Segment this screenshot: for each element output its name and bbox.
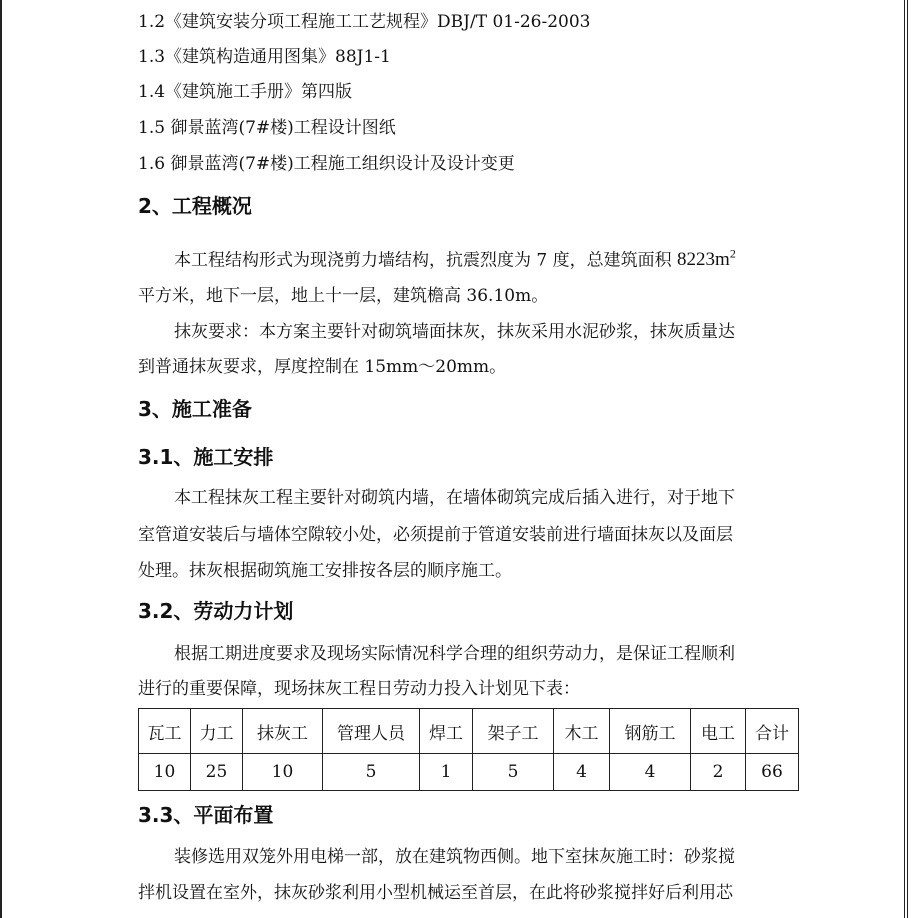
table-cell: 5 [323, 754, 420, 791]
section-3-1-title: 3.1、施工安排 [138, 445, 274, 469]
table-cell: 25 [191, 754, 243, 791]
sec31-line-1: 本工程抹灰工程主要针对砌筑内墙，在墙体砌筑完成后插入进行，对于地下 [174, 488, 735, 508]
table-header-cell: 架子工 [473, 709, 554, 754]
table-header-cell: 焊工 [420, 709, 473, 754]
page-border-left [0, 0, 2, 918]
table-cell: 5 [473, 754, 554, 791]
sec2-paragraph-2-line-2: 到普通抹灰要求，厚度控制在 15mm～20mm。 [138, 357, 507, 377]
table-header-cell: 木工 [554, 709, 610, 754]
section-3-3-title: 3.3、平面布置 [138, 803, 274, 827]
sec33-line-2: 拌机设置在室外，抹灰砂浆利用小型机械运至首层，在此将砂浆搅拌好后利用芯 [138, 883, 733, 903]
sec33-line-1: 装修选用双笼外用电梯一部，放在建筑物西侧。地下室抹灰施工时：砂浆搅 [174, 847, 735, 867]
sec31-line-2: 室管道安装后与墙体空隙较小处，必须提前于管道安装前进行墙面抹灰以及面层 [138, 525, 733, 545]
ref-1-6: 1.6 御景蓝湾(7#楼)工程施工组织设计及设计变更 [138, 154, 515, 174]
table-header-cell: 抹灰工 [243, 709, 323, 754]
sec2-paragraph-1-line-1: 本工程结构形式为现浇剪力墙结构，抗震烈度为 7 度，总建筑面积 $8223m^2$ [174, 247, 736, 271]
labor-plan-table [138, 708, 799, 791]
table-header-cell: 瓦工 [139, 709, 191, 754]
table-header-cell: 合计 [746, 709, 799, 754]
table-row [139, 754, 799, 791]
sec2-paragraph-1-line-2: 平方米，地下一层，地上十一层，建筑檐高 36.10m。 [138, 286, 549, 306]
table-cell: 4 [554, 754, 610, 791]
table-cell: 1 [420, 754, 473, 791]
sec31-line-3: 处理。抹灰根据砌筑施工安排按各层的顺序施工。 [138, 561, 512, 581]
total-area: $8223m^2$ [677, 247, 736, 271]
section-2-title: 2、工程概况 [138, 194, 252, 218]
sec32-line-2: 进行的重要保障，现场抹灰工程日劳动力投入计划见下表： [138, 679, 580, 699]
ref-1-4: 1.4《建筑施工手册》第四版 [138, 82, 353, 102]
ref-1-5: 1.5 御景蓝湾(7#楼)工程设计图纸 [138, 118, 396, 138]
section-3-2-title: 3.2、劳动力计划 [138, 599, 294, 623]
table-header-cell: 钢筋工 [610, 709, 691, 754]
table-header-cell: 管理人员 [323, 709, 420, 754]
table-cell: 66 [746, 754, 799, 791]
table-cell: 2 [691, 754, 746, 791]
page-border-right-outer [907, 0, 908, 918]
sec32-line-1: 根据工期进度要求及现场实际情况科学合理的组织劳动力，是保证工程顺利 [174, 644, 735, 664]
table-header-cell: 电工 [691, 709, 746, 754]
section-3-title: 3、施工准备 [138, 397, 252, 421]
sec2-paragraph-2-line-1: 抹灰要求：本方案主要针对砌筑墙面抹灰，抹灰采用水泥砂浆，抹灰质量达 [174, 322, 735, 342]
page-border-right [904, 0, 905, 918]
table-cell: 10 [139, 754, 191, 791]
table-header-row [139, 709, 799, 754]
table-header-cell: 力工 [191, 709, 243, 754]
table-cell: 10 [243, 754, 323, 791]
table-cell: 4 [610, 754, 691, 791]
ref-1-2: 1.2《建筑安装分项工程施工工艺规程》DBJ/T 01-26-2003 [138, 12, 591, 32]
ref-1-3: 1.3《建筑构造通用图集》88J1-1 [138, 47, 391, 67]
